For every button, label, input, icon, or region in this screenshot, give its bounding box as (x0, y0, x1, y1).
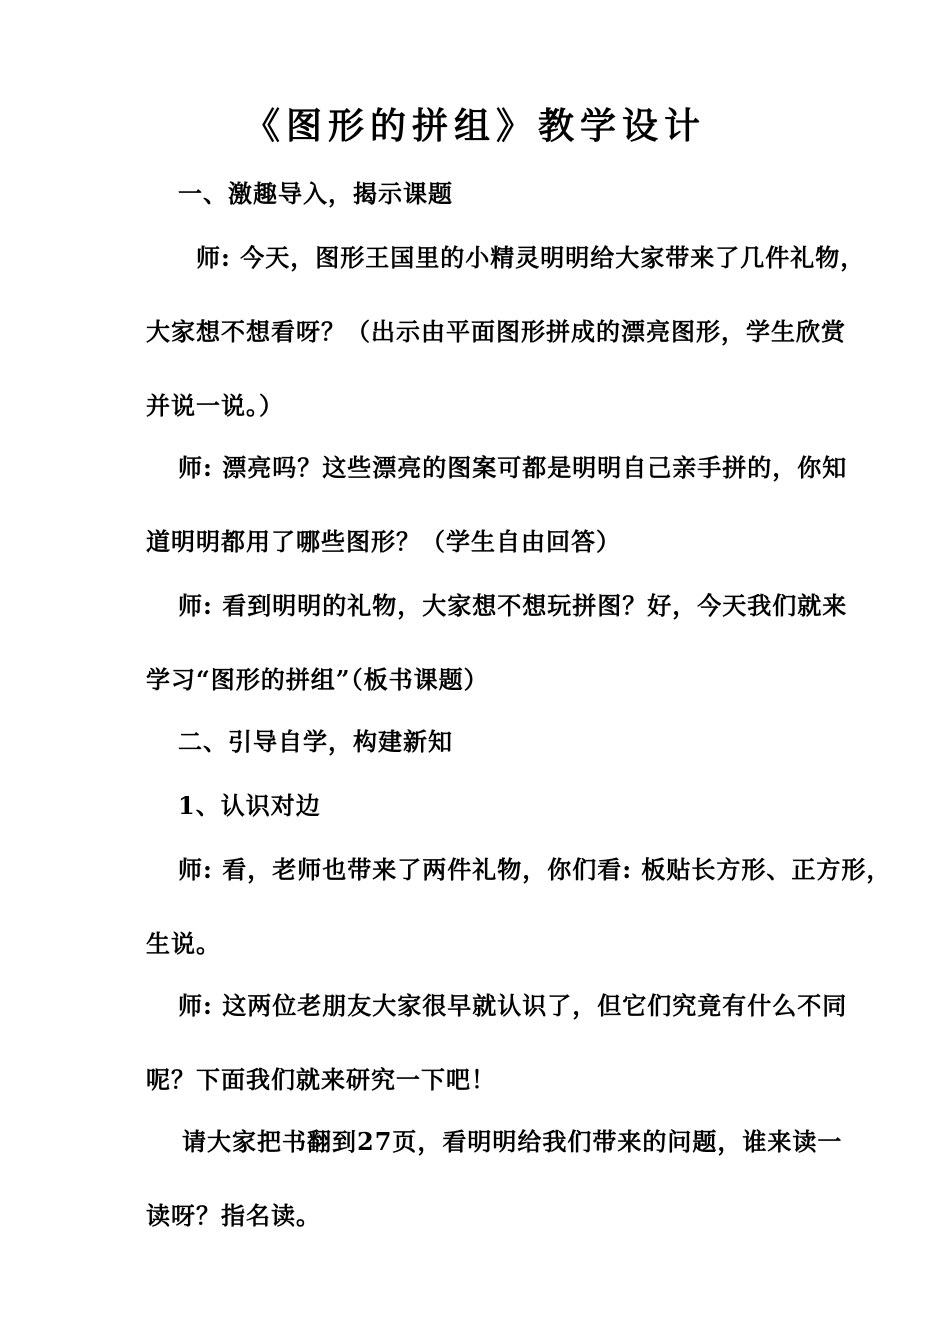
section-heading-1: 一、激趣导入，揭示课题 (178, 179, 453, 208)
paragraph-line: 学习“图形的拼组”（板书课题） (146, 665, 489, 694)
document-title: 《图形的拼组》教学设计 (243, 105, 706, 147)
paragraph-line: 并说一说。） (146, 391, 284, 420)
paragraph-line: 师: 漂亮吗？这些漂亮的图案可都是明明自己亲手拼的，你知 (178, 453, 848, 482)
paragraph-line: 生说。 (146, 929, 221, 958)
paragraph-line: 师: 看到明明的礼物，大家想不想玩拼图？好，今天我们就来 (178, 591, 848, 620)
paragraph-line: 师: 这两位老朋友大家很早就认识了，但它们究竟有什么不同 (178, 991, 848, 1020)
section-heading-2: 二、引导自学，构建新知 (178, 727, 453, 756)
paragraph-line: 大家想不想看呀？（出示由平面图形拼成的漂亮图形，学生欣赏 (146, 317, 846, 346)
paragraph-line: 读呀？指名读。 (146, 1201, 321, 1230)
paragraph-line: 呢？下面我们就来研究一下吧！ (146, 1065, 496, 1094)
paragraph-line: 请大家把书翻到27页，看明明给我们带来的问题，谁来读一 (182, 1127, 843, 1156)
subsection-heading: 1、认识对边 (178, 791, 321, 820)
paragraph-line: 师: 看，老师也带来了两件礼物，你们看: 板贴长方形、正方形， (178, 855, 892, 884)
paragraph-line: 师: 今天，图形王国里的小精灵明明给大家带来了几件礼物， (196, 243, 866, 272)
paragraph-line: 道明明都用了哪些图形？（学生自由回答） (146, 527, 621, 556)
